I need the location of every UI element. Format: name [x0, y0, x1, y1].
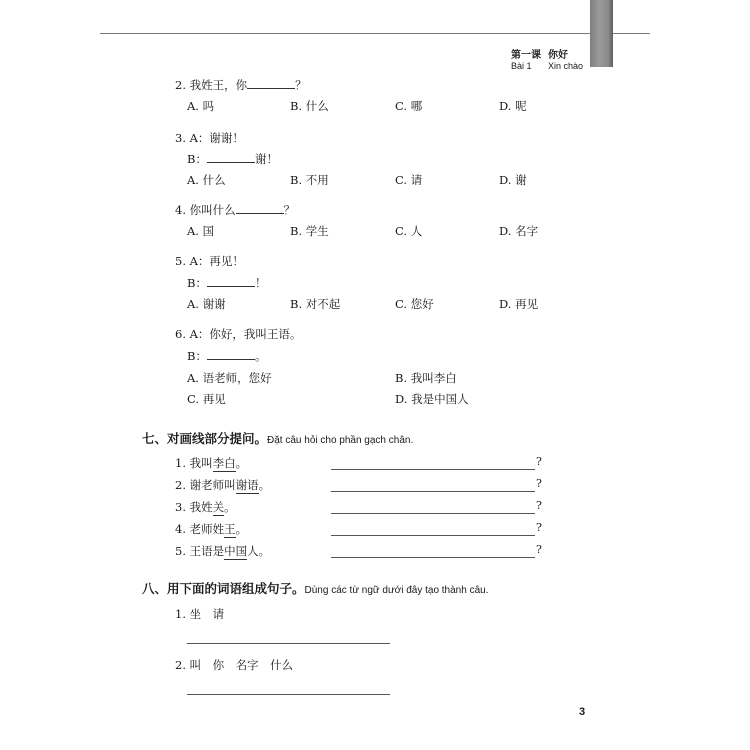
- option-d: D. 再见: [499, 297, 539, 311]
- option-a: A. 什么: [187, 173, 226, 187]
- option-c: C. 请: [395, 173, 423, 187]
- answer-line[interactable]: [331, 491, 535, 492]
- option-a: A. 吗: [187, 99, 215, 113]
- question-3: 3. A：谢谢！: [175, 131, 244, 145]
- s7-item-1: 1. 我叫李白。: [175, 456, 248, 470]
- question-mark: ?: [536, 477, 542, 490]
- option-d: D. 呢: [499, 99, 527, 113]
- question-6: 6. A：你好，我叫王语。: [175, 327, 302, 341]
- option-a: A. 语老师，您好: [187, 371, 272, 385]
- option-b: B. 学生: [290, 224, 329, 238]
- option-d: D. 名字: [499, 224, 539, 238]
- question-mark: ?: [536, 543, 542, 556]
- option-a: A. 国: [187, 224, 215, 238]
- header-rule: [100, 33, 650, 34]
- option-b: B. 对不起: [290, 297, 341, 311]
- s8-item-2: 2. 叫 你 名字 什么: [175, 658, 294, 672]
- answer-line[interactable]: [331, 535, 535, 536]
- answer-line[interactable]: [331, 513, 535, 514]
- s7-item-3: 3. 我姓关。: [175, 500, 236, 514]
- s8-item-1: 1. 坐 请: [175, 607, 225, 621]
- answer-line[interactable]: [187, 643, 390, 644]
- question-mark: ?: [536, 455, 542, 468]
- question-mark: ?: [536, 521, 542, 534]
- answer-line[interactable]: [331, 557, 535, 558]
- option-c: C. 哪: [395, 99, 423, 113]
- question-2: 2. 我姓王，你 ？: [175, 78, 307, 92]
- question-5: 5. A：再见！: [175, 254, 244, 268]
- option-d: D. 谢: [499, 173, 527, 187]
- question-5-b: B： ！: [187, 276, 267, 290]
- answer-line[interactable]: [187, 694, 390, 695]
- page-number: 3: [579, 706, 586, 718]
- s7-item-5: 5. 王语是中国人。: [175, 544, 271, 558]
- question-6-b: B： 。: [187, 349, 267, 363]
- section-7-heading: 七、对画线部分提问。Đặt câu hỏi cho phần gạch chân.: [142, 432, 414, 446]
- chapter-tab: [590, 0, 613, 67]
- option-b: B. 不用: [290, 173, 329, 187]
- section-8-heading: 八、用下面的词语组成句子。Dùng các từ ngữ dưới đây tạo thành câu.: [142, 582, 489, 596]
- question-3-b: B： 谢！: [187, 152, 278, 166]
- option-a: A. 谢谢: [187, 297, 226, 311]
- answer-line[interactable]: [331, 469, 535, 470]
- option-c: C. 您好: [395, 297, 434, 311]
- lesson-title: 你好 Xin chào: [548, 50, 584, 71]
- option-d: D. 我是中国人: [395, 392, 469, 406]
- option-c: C. 人: [395, 224, 423, 238]
- s7-item-4: 4. 老师姓王。: [175, 522, 248, 536]
- s7-item-2: 2. 谢老师叫谢语。: [175, 478, 271, 492]
- option-b: B. 我叫李白: [395, 371, 457, 385]
- question-4: 4. 你叫什么 ？: [175, 203, 296, 217]
- lesson-label: 第一课 Bài 1: [511, 50, 541, 71]
- question-mark: ?: [536, 499, 542, 512]
- option-c: C. 再见: [187, 392, 226, 406]
- option-b: B. 什么: [290, 99, 329, 113]
